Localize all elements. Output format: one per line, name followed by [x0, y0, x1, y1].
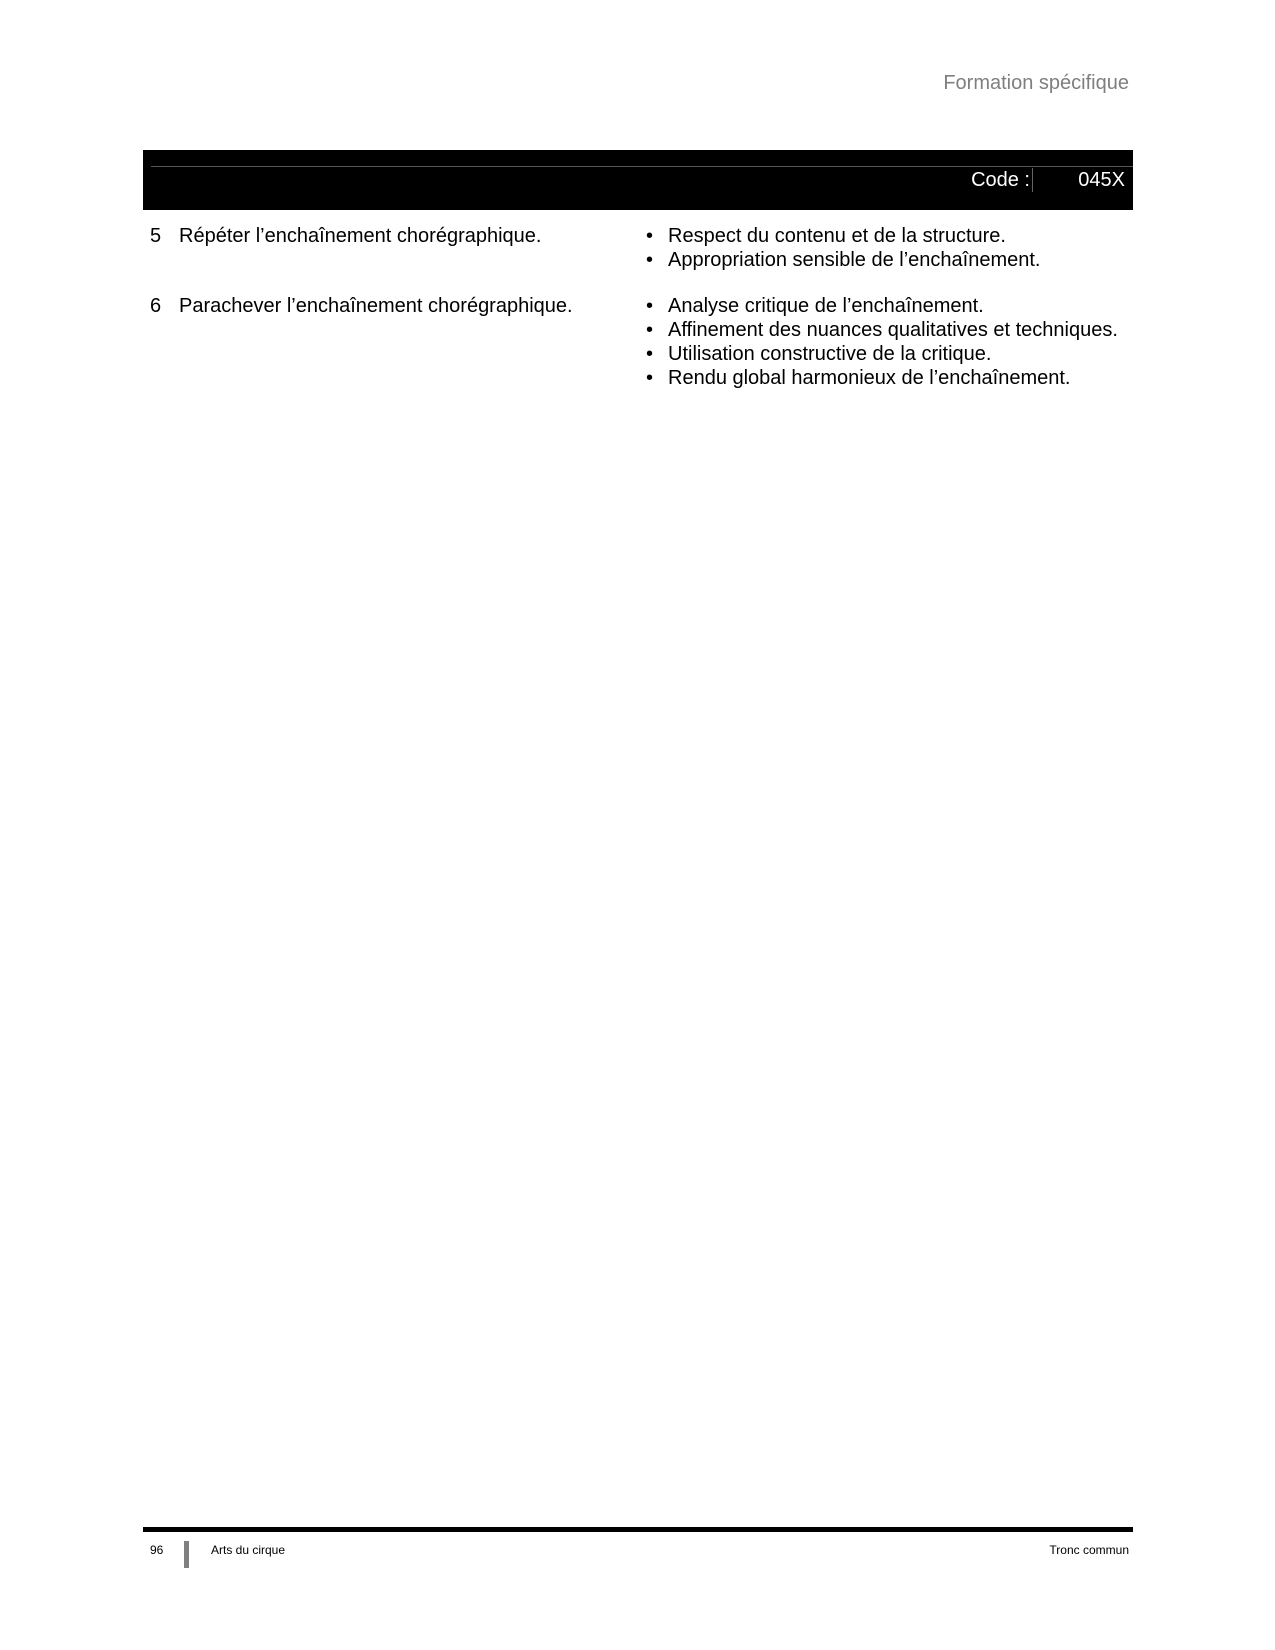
footer-track: Tronc commun: [1049, 1543, 1129, 1557]
steps-table: [150, 224, 1130, 412]
footer-program: Arts du cirque: [211, 1543, 286, 1557]
table-row: [150, 294, 1130, 390]
code-label: Code :: [971, 169, 1030, 191]
code-separator: [1032, 168, 1033, 192]
step-number: 5: [150, 225, 162, 247]
footer-rule: [143, 1527, 1133, 1532]
criteria-list: [644, 294, 1124, 390]
table-row: [150, 224, 1130, 272]
step-number: 6: [150, 295, 162, 317]
step-description: Parachever l’enchaînement chorégraphique.: [179, 295, 573, 317]
criteria-list: [644, 224, 1124, 272]
header-section-title: Formation spécifique: [943, 72, 1129, 94]
code-bar: [143, 150, 1133, 210]
criteria-item: • Affinement des nuances qualitatives et techniques.: [644, 318, 1124, 342]
step-description: Répéter l’enchaînement chorégraphique.: [179, 225, 542, 247]
criteria-item: • Rendu global harmonieux de l’enchaînement.: [644, 366, 1124, 390]
criteria-item: • Utilisation constructive de la critique.: [644, 342, 1124, 366]
footer-divider: [184, 1541, 189, 1568]
code-bar-rule: [151, 166, 1133, 167]
criteria-item: • Appropriation sensible de l’enchaînement.: [644, 248, 1124, 272]
criteria-item: • Analyse critique de l’enchaînement.: [644, 294, 1124, 318]
criteria-item: • Respect du contenu et de la structure.: [644, 224, 1124, 248]
code-value: 045X: [1078, 169, 1125, 191]
footer-page-number: 96: [150, 1543, 164, 1557]
